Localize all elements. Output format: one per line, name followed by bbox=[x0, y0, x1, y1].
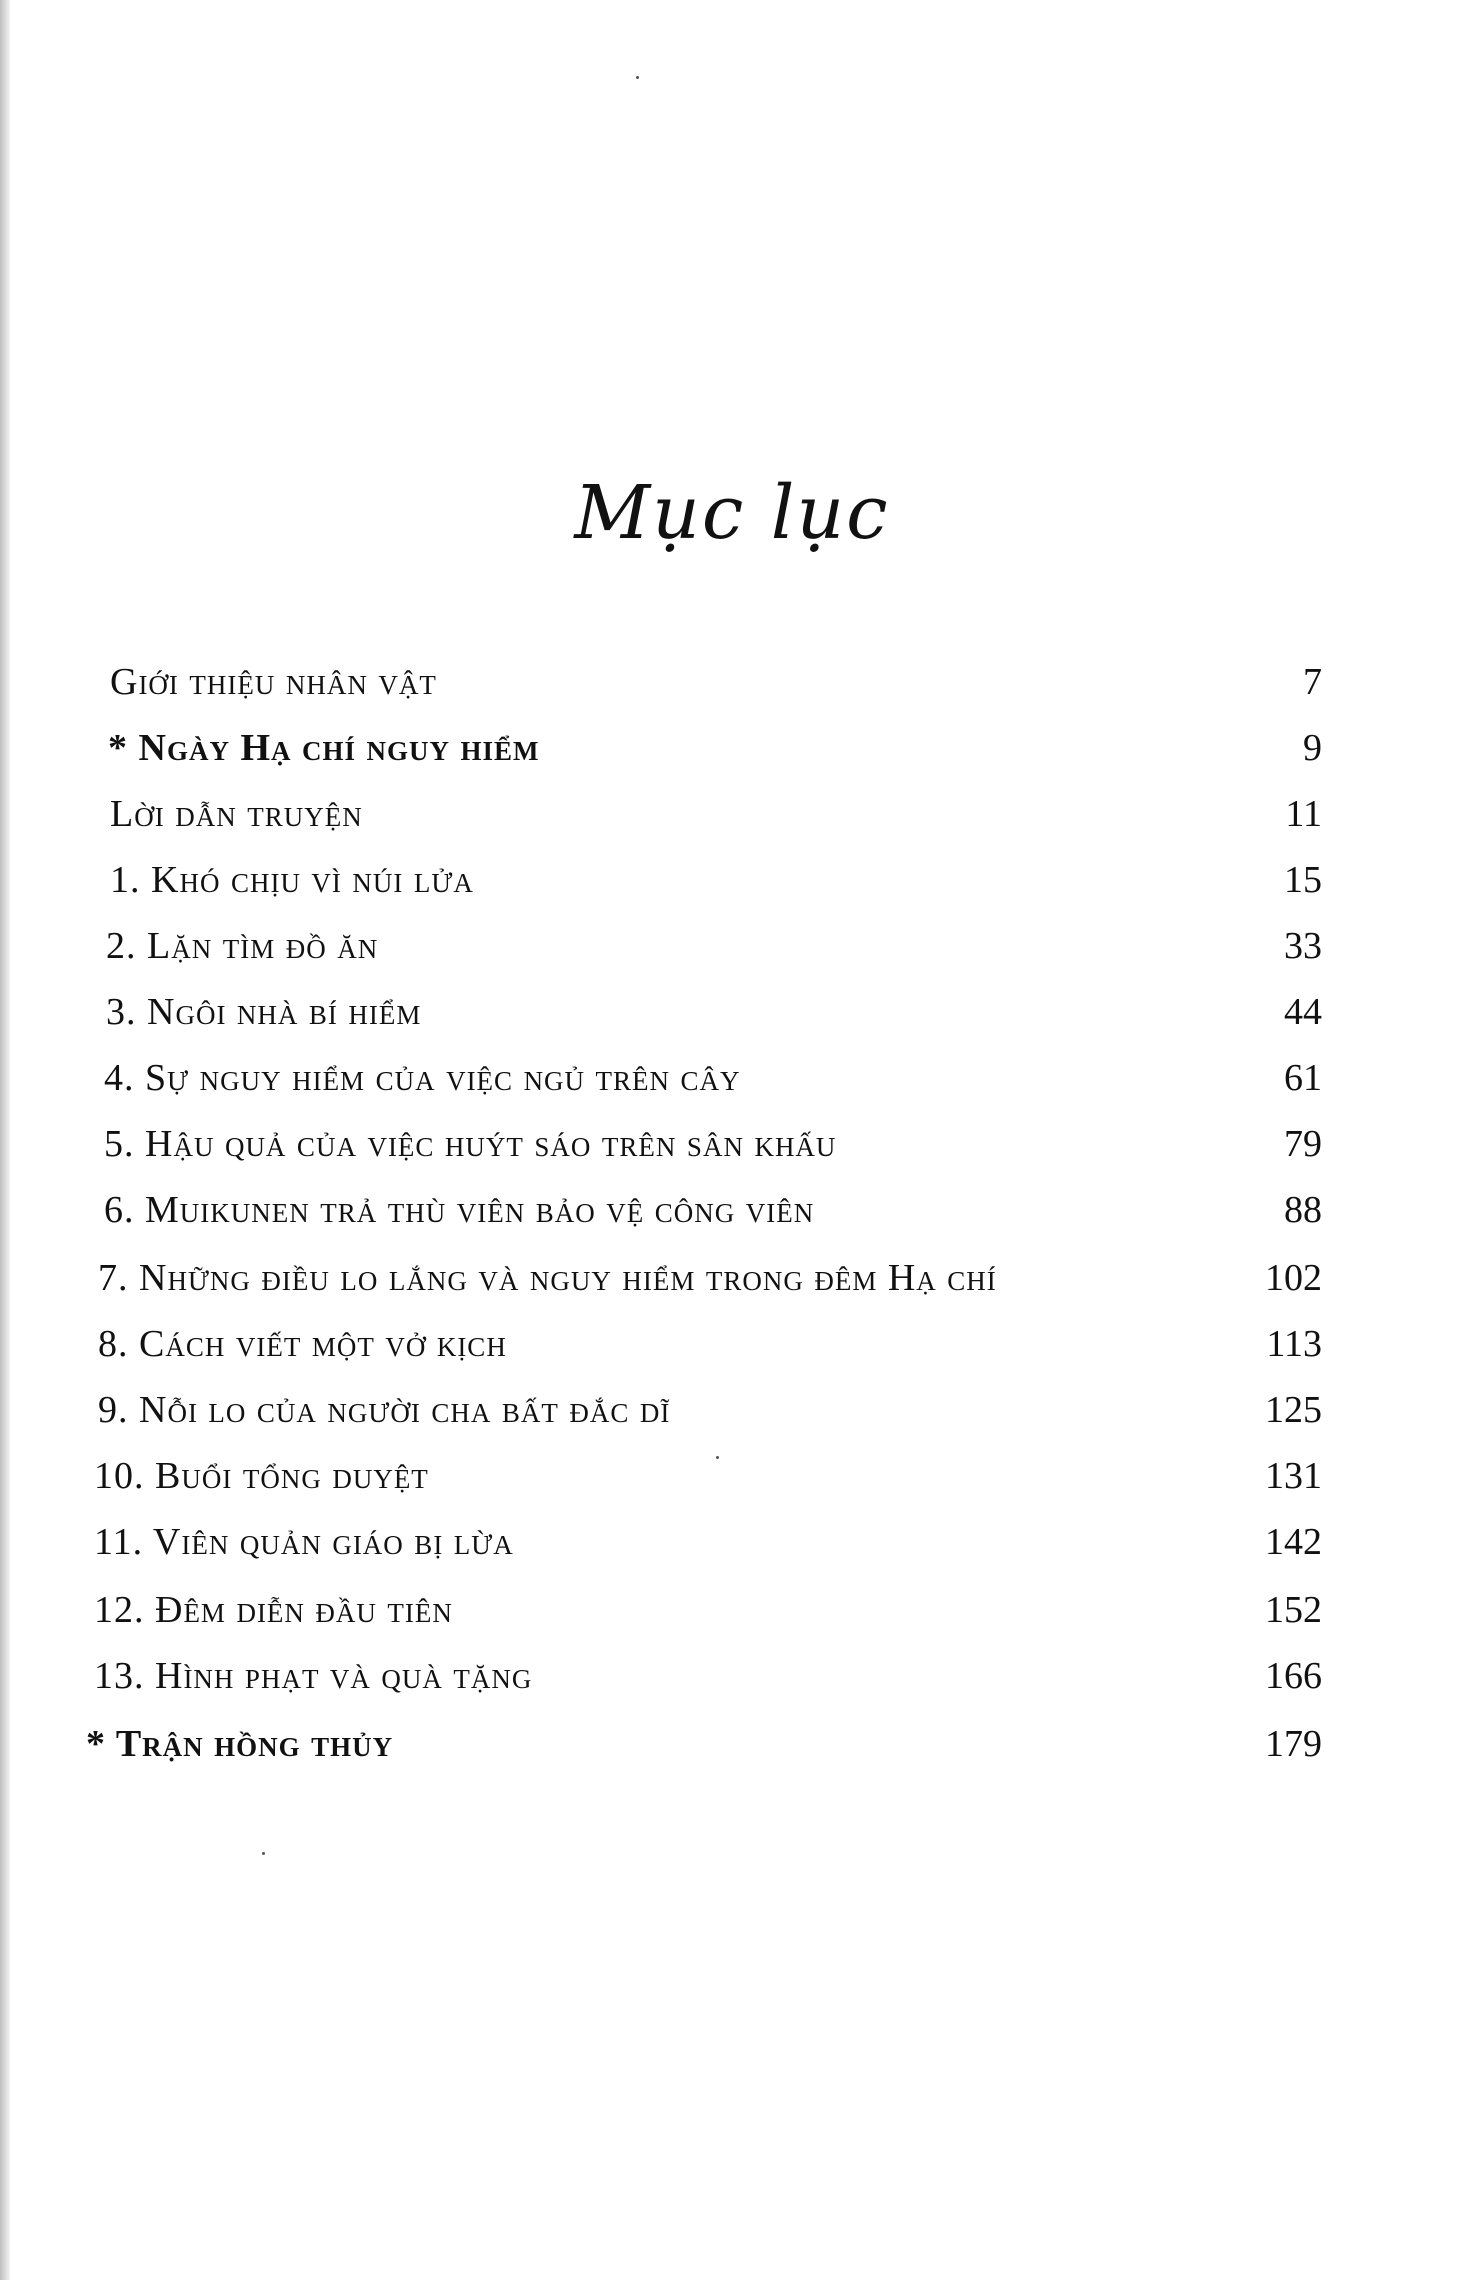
toc-entry bbox=[0, 1248, 1464, 1308]
toc-entry-title: 11. Viên quản giáo bị lừa bbox=[94, 1521, 514, 1563]
toc-entry-title: 5. Hậu quả của việc huýt sáo trên sân khấu bbox=[104, 1123, 837, 1165]
toc-entry bbox=[0, 784, 1464, 844]
toc-entry-title: * Ngày Hạ chí nguy hiểm bbox=[108, 727, 540, 769]
toc-entry-page: 179 bbox=[1265, 1723, 1322, 1765]
toc-entry-title: 7. Những điều lo lắng và nguy hiểm trong đêm Hạ chí bbox=[98, 1257, 997, 1299]
toc-entry-title: 13. Hình phạt và quà tặng bbox=[94, 1655, 533, 1697]
toc-entry-title: 12. Đêm diễn đầu tiên bbox=[94, 1589, 453, 1631]
toc-entry-page: 125 bbox=[1265, 1389, 1322, 1431]
toc-entry-title: Lời dẫn truyện bbox=[110, 793, 363, 835]
toc-entry-page: 142 bbox=[1265, 1521, 1322, 1563]
toc-entry-page: 88 bbox=[1284, 1189, 1322, 1231]
toc-entry-title: * Trận hồng thủy bbox=[86, 1723, 394, 1765]
scan-speck bbox=[262, 1852, 265, 1855]
toc-entry-page: 113 bbox=[1266, 1323, 1322, 1365]
toc-entry-page: 15 bbox=[1284, 859, 1322, 901]
toc-entry bbox=[0, 1714, 1464, 1774]
toc-entry bbox=[0, 982, 1464, 1042]
toc-entry-title: 6. Muikunen trả thù viên bảo vệ công viên bbox=[104, 1189, 815, 1231]
scan-speck bbox=[636, 76, 639, 79]
toc-entry-page: 9 bbox=[1303, 727, 1322, 769]
toc-entry bbox=[0, 1114, 1464, 1174]
toc-entry-page: 166 bbox=[1265, 1655, 1322, 1697]
toc-entry-title: 4. Sự nguy hiểm của việc ngủ trên cây bbox=[104, 1057, 741, 1099]
toc-entry bbox=[0, 1646, 1464, 1706]
toc-entry-page: 61 bbox=[1284, 1057, 1322, 1099]
toc-entry-title: 3. Ngôi nhà bí hiểm bbox=[106, 991, 422, 1033]
toc-entry-title: 10. Buổi tổng duyệt bbox=[94, 1455, 429, 1497]
toc-entry bbox=[0, 1048, 1464, 1108]
toc-entry-page: 131 bbox=[1265, 1455, 1322, 1497]
toc-entry bbox=[0, 1446, 1464, 1506]
toc-entry bbox=[0, 652, 1464, 712]
toc-entry-page: 7 bbox=[1303, 661, 1322, 703]
toc-entry bbox=[0, 1512, 1464, 1572]
toc-entry bbox=[0, 916, 1464, 976]
toc-entry bbox=[0, 1314, 1464, 1374]
toc-entry bbox=[0, 718, 1464, 778]
toc-entry bbox=[0, 1380, 1464, 1440]
toc-entry-page: 11 bbox=[1285, 793, 1322, 835]
toc-entry bbox=[0, 1580, 1464, 1640]
toc-entry-title: 1. Khó chịu vì núi lửa bbox=[110, 859, 474, 901]
page-title: Mục lục bbox=[574, 470, 890, 556]
toc-entry-title: Giới thiệu nhân vật bbox=[110, 661, 437, 703]
toc-entry-page: 33 bbox=[1284, 925, 1322, 967]
toc-entry-title: 8. Cách viết một vở kịch bbox=[98, 1323, 507, 1365]
toc-entry-page: 79 bbox=[1284, 1123, 1322, 1165]
toc-entry-title: 2. Lặn tìm đồ ăn bbox=[106, 925, 379, 967]
toc-entry bbox=[0, 850, 1464, 910]
toc-entry-page: 44 bbox=[1284, 991, 1322, 1033]
toc-entry-page: 102 bbox=[1265, 1257, 1322, 1299]
toc-entry-page: 152 bbox=[1265, 1589, 1322, 1631]
toc-entry-title: 9. Nỗi lo của người cha bất đắc dĩ bbox=[98, 1389, 671, 1431]
toc-entry bbox=[0, 1180, 1464, 1240]
